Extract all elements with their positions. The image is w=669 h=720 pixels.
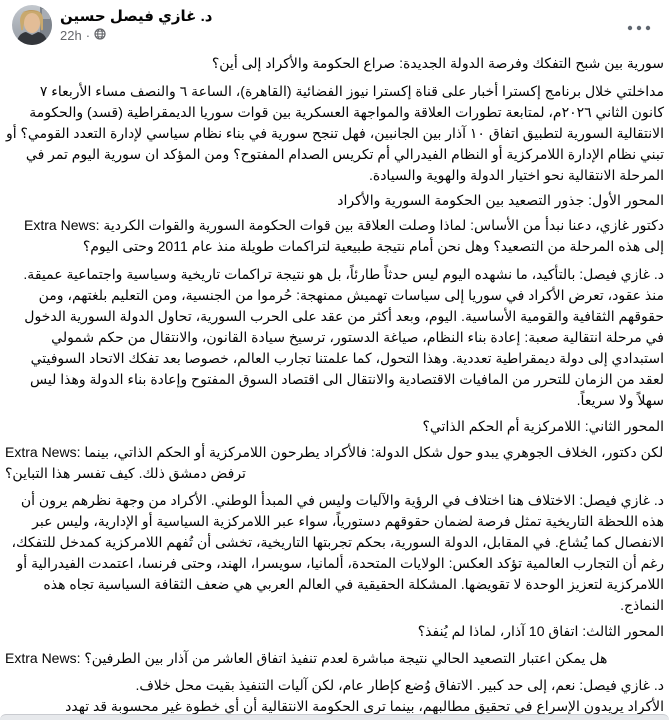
post-paragraph-answer: د. غازي فيصل: الاختلاف هنا اختلاف في الرؤية والآليات وليس في المبدأ الوطني. الأكراد من وجهة نظرهم يرون أن هذه اللحظة التاريخية تمثل فرصة لضمان حقوقهم دستورياً، سواء عبر اللامركزية السياسية أو الإدارية، وليس عبر الانفصال كما يُشاع. في المقابل، الدولة السورية، بحكم تجربتها التاريخية، تخشى أن تُفهم اللامركزية كمدخل للتفكك، رغم أن التجارب العالمية تؤكد العكس: الولايات المتحدة، ألمانيا، سويسرا، الهند، وحتى فرنسا، اعتمدت الفيدرالية أو اللامركزية لتعزيز الوحدة لا تقويضها. المشكلة الحقيقية في العالم العربي هي ضعف الثقافة السياسية تجاه هذه النماذج. <box>11 492 664 613</box>
post-paragraph-section: المحور الثالث: اتفاق 10 آذار، لماذا لم يُنفذ؟ <box>417 623 664 639</box>
post-paragraph-intro: مداخلتي خلال برنامج إكسترا أخبار على قناة إكسترا نيوز الفضائية (القاهرة)، الساعة ٦ والنصف مساء الأربعاء ٧ كانون الثاني ٢٠٢٦م، لمتابعة تطورات العلاقة والمواجهة العسكرية بين قوات سوريا الديمقراطية (قسد) والحكومة الانتقالية السورية لتطبيق اتفاق ١٠ آذار بين الجانبين، فهل تنجح سورية في بناء نظام سياسي لإدارة التعدد القومي؟ أو تبني نظام الإدارة اللامركزية أو النظام الفيدرالي أم تكريس الصدام المفتوح؟ ومن المؤكد ان سورية اليوم تمر في المرحلة الانتقالية نحو اختيار الدولة والهوية والسيادة. <box>5 83 664 183</box>
post-paragraph-answer: د. غازي فيصل: بالتأكيد، ما نشهده اليوم ليس حدثاً طارئاً، بل هو نتيجة تراكمات تاريخية وسياسية واجتماعية عميقة. منذ عقود، تعرض الأكراد في سوريا إلى سياسات تهميش ممنهجة: حُرموا من الجنسية، ومن التعليم بلغتهم، ومن حقوقهم الثقافية والقومية الأساسية. اليوم، وبعد أكثر من عقد على الحرب السورية، تحاول الدولة السورية الدخول في مرحلة انتقالية صعبة: إعادة بناء النظام، صياغة الدستور، ترسيخ سيادة القانون، والانتقال من حكم شمولي استبدادي إلى دولة ديمقراطية تعددية. وهذا التحول، كما علمتنا تجارب العالم، خصوصا بعد تفكك الاتحاد السوفيتي لعقد من الزمان للتحرر من المافيات الاقتصادية والانتقال الى اقتصاد السوق المفتوح وإعادة بناء الدولة وهذا ليس سهلاً ولا سريعاً. <box>23 266 664 408</box>
post-paragraph-section: المحور الأول: جذور التصعيد بين الحكومة السورية والأكراد <box>337 192 664 208</box>
next-card-top-edge <box>0 714 669 720</box>
post-paragraph-headline: سورية بين شبح التفكك وفرصة الدولة الجديدة: صراع الحكومة والأكراد إلى أين؟ <box>211 55 664 71</box>
author-name[interactable]: د. غازي فيصل حسين <box>60 8 213 25</box>
post-text <box>0 49 669 717</box>
globe-icon <box>94 27 106 44</box>
post-paragraph-question: Extra News: لكن دكتور، الخلاف الجوهري يبدو حول شكل الدولة: فالأكراد يطرحون اللامركزية أو الحكم الذاتي، بينما ترفض دمشق ذلك. كيف تفسر هذا التباين؟ <box>5 444 664 481</box>
avatar-photo <box>12 5 52 45</box>
meta-separator: · <box>85 27 91 43</box>
post-paragraph-answer: الأكراد يريدون الإسراع في تحقيق مطالبهم، بينما ترى الحكومة الانتقالية أن أي خطوة غير محسوبة قد تهدد <box>65 698 664 714</box>
more-options-button[interactable] <box>623 16 655 40</box>
ellipsis-icon <box>627 25 651 31</box>
post-paragraph-question: Extra News: دكتور غازي، دعنا نبدأ من الأساس: لماذا وصلت العلاقة بين قوات الحكومة السورية والقوات الكردية إلى هذه المرحلة من التصعيد؟ وهل نحن أمام نتيجة طبيعية لتراكمات طويلة منذ عام 2011 وحتى اليوم؟ <box>24 217 664 254</box>
post-paragraph-question: Extra News: هل يمكن اعتبار التصعيد الحالي نتيجة مباشرة لعدم تنفيذ اتفاق العاشر من آذار بين الطرفين؟ <box>5 650 608 666</box>
post-paragraph-section: المحور الثاني: اللامركزية أم الحكم الذاتي؟ <box>422 418 664 434</box>
header-text <box>60 7 212 44</box>
avatar[interactable] <box>12 5 52 45</box>
post-meta <box>60 26 212 44</box>
post-paragraph-answer: د. غازي فيصل: نعم، إلى حد كبير. الاتفاق وُضع كإطار عام، لكن آليات التنفيذ بقيت محل خلاف. <box>135 677 664 693</box>
post-header <box>0 0 669 49</box>
timestamp[interactable]: 22h <box>60 27 82 43</box>
